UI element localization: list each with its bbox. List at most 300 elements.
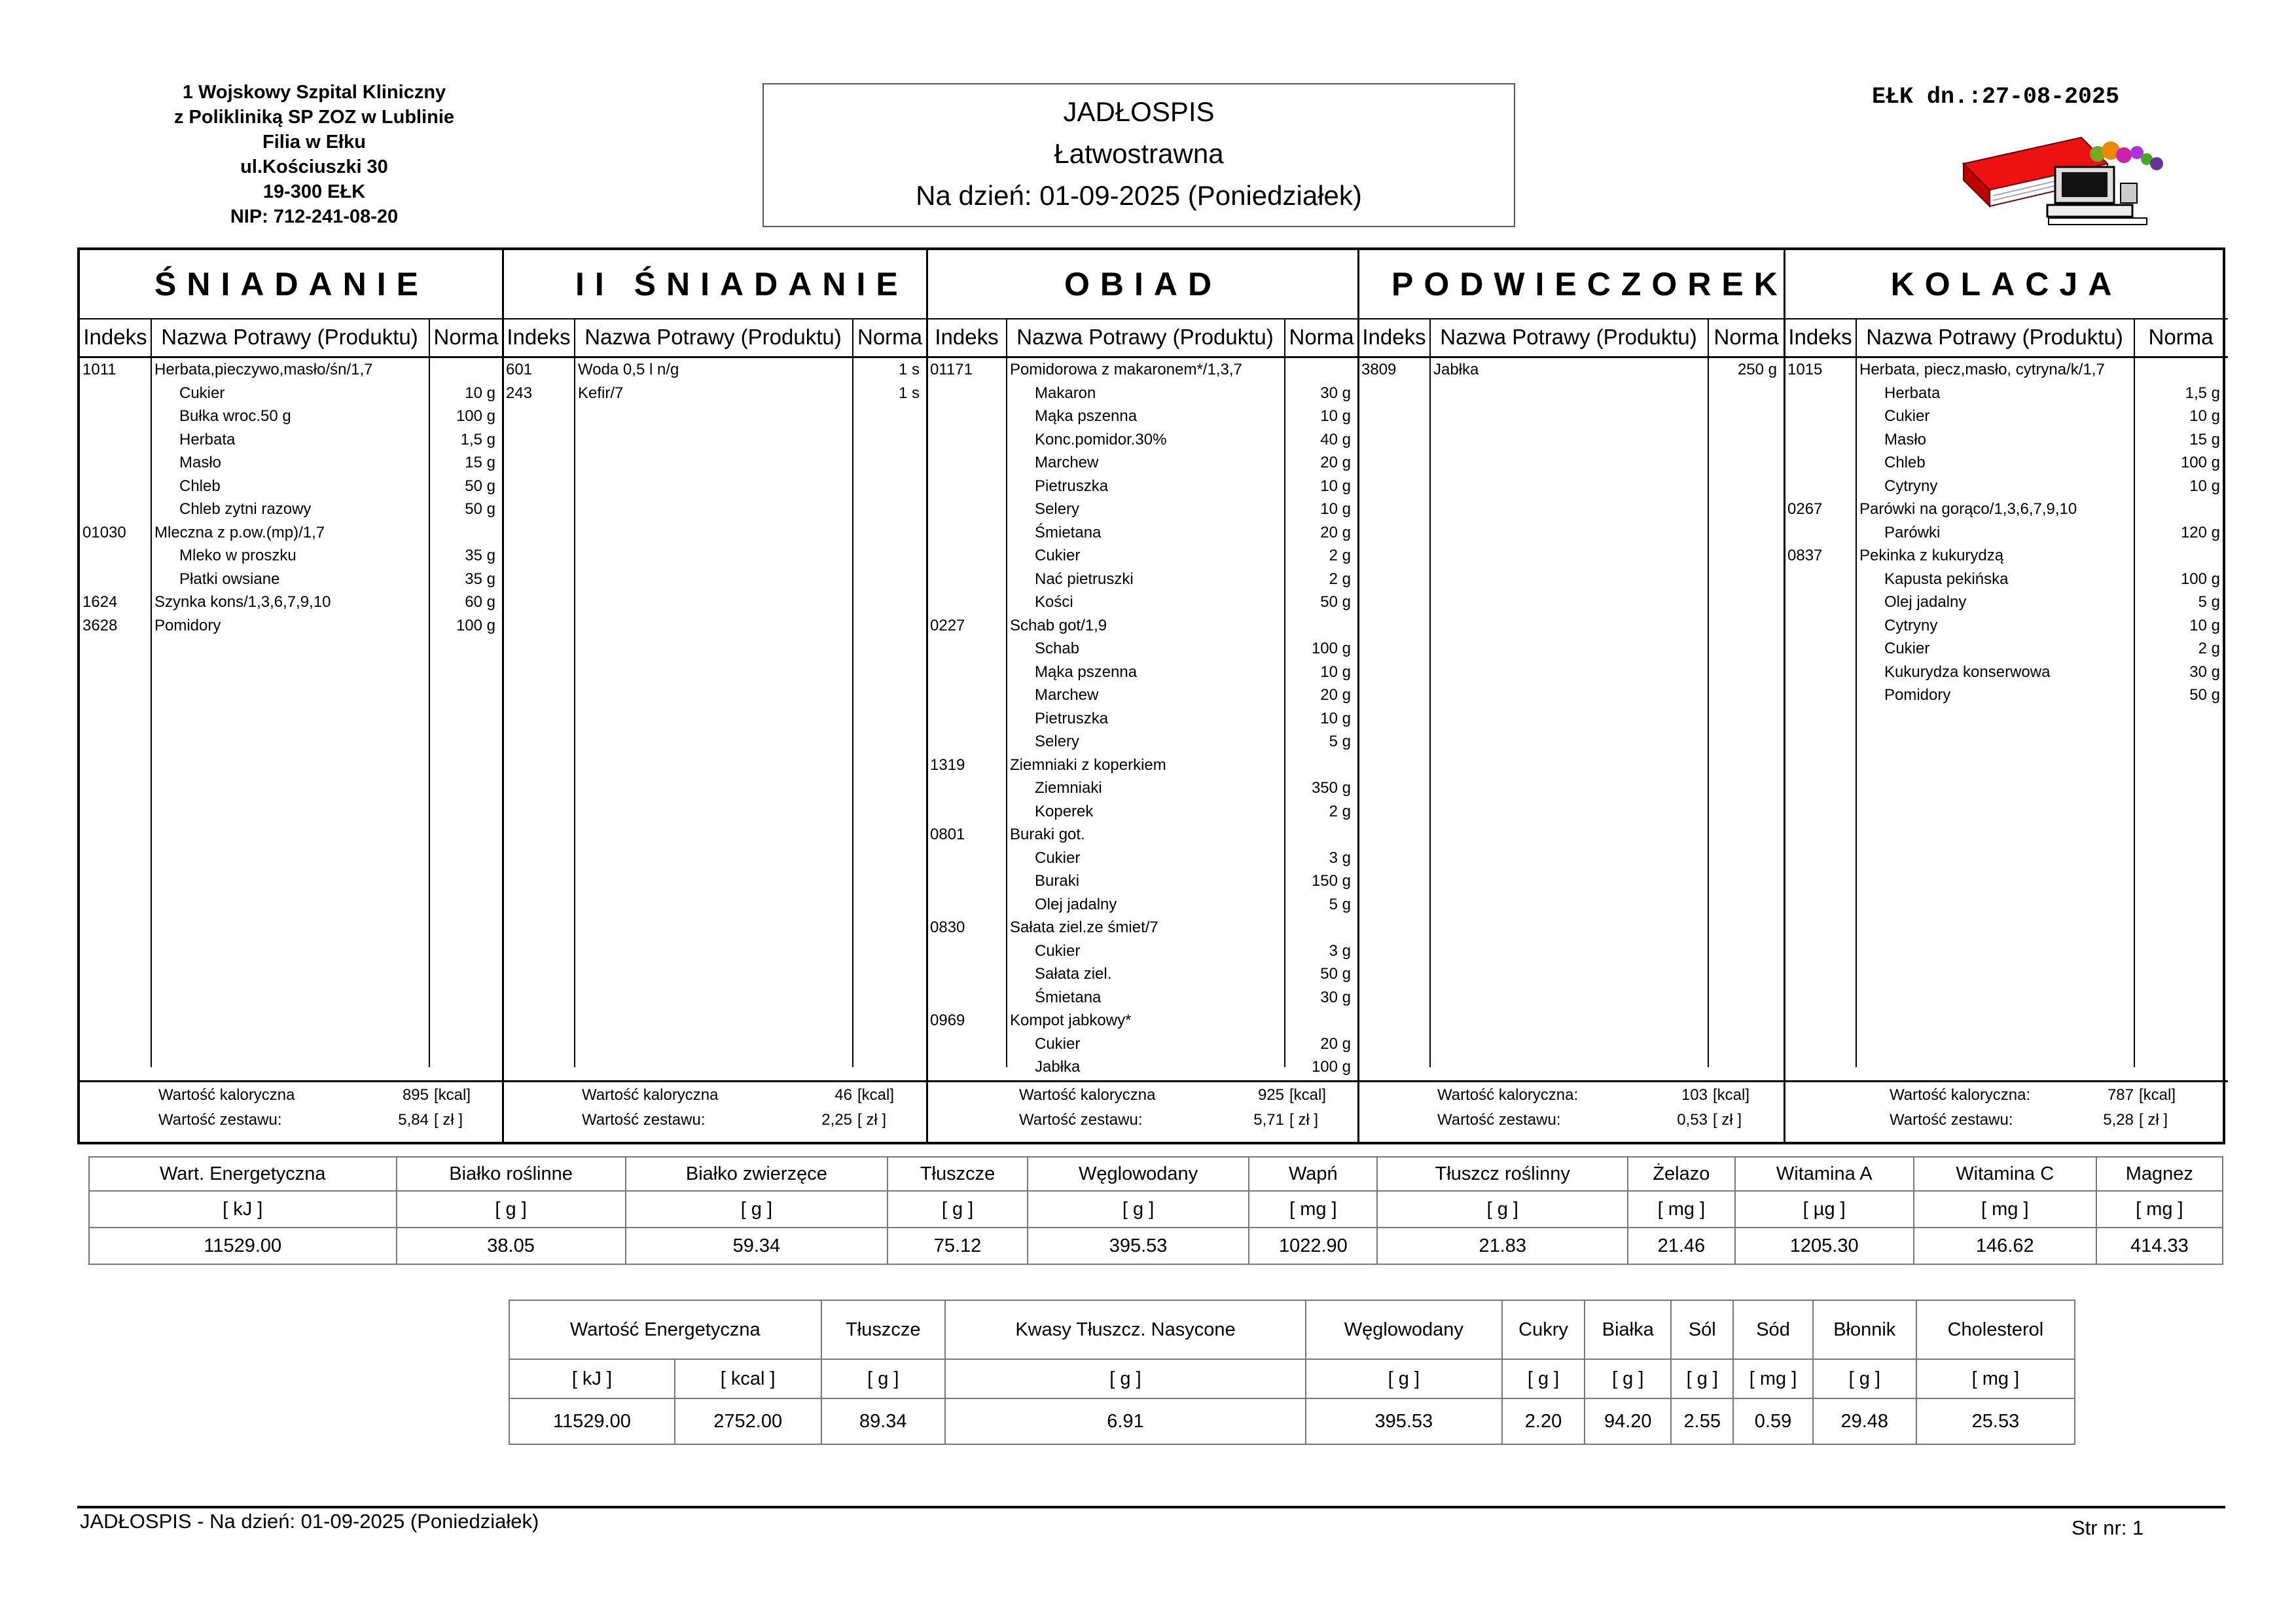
item-norm: 1,5 g [460,430,495,448]
item-name: Kapusta pekińska [1884,570,2009,588]
menu-row [927,405,1359,428]
summary-divider [80,1080,503,1082]
item-name: Pomidory [1884,686,1951,704]
item-name: Pomidory [154,616,221,634]
menu-row [927,916,1359,939]
column-subheader [1785,318,2228,358]
summary-unit: [kcal] [1713,1086,1750,1104]
item-name: Buraki got. [1010,826,1085,843]
item-norm: 100 g [2180,454,2220,471]
summary-unit: [kcal] [1289,1086,1327,1104]
nutrient-value: 89.34 [821,1398,946,1444]
hospital-line: NIP: 712-241-08-20 [230,206,399,227]
item-name: Herbata, piecz,masło, cytryna/k/1,7 [1859,361,2105,378]
item-norm: 35 g [465,547,495,564]
item-norm: 1,5 g [2185,384,2220,402]
nutrient-value: 395.53 [1028,1228,1249,1264]
menu-row [80,614,503,638]
item-norm: 2 g [1329,547,1351,564]
nutrient-value: 21.46 [1628,1228,1735,1264]
menu-row [80,451,503,475]
name-header: Nazwa Potrawy (Produktu) [584,325,842,349]
nutrient-unit: [ kcal ] [675,1359,821,1398]
item-name: Kukurydza konserwowa [1884,663,2051,681]
meal-title: OBIAD [927,250,1359,319]
item-norm: 20 g [1320,523,1351,541]
summary-label: Wartość zestawu: [1437,1111,1561,1129]
summary-divider [1359,1080,1785,1082]
item-index: 0837 [1787,547,1823,564]
item-norm: 20 g [1320,454,1351,471]
menu-row [80,498,503,521]
norm-header: Norma [857,325,923,349]
column-subheader [927,318,1359,358]
menu-row [927,684,1359,707]
item-name: Cukier [1035,941,1081,960]
nutrient-value: 0.59 [1733,1398,1812,1444]
item-name: Szynka kons/1,3,6,7,9,10 [154,593,331,611]
item-index: 601 [506,361,533,378]
hospital-address [118,80,511,229]
menu-row [927,544,1359,568]
cost-row [1785,1108,2228,1133]
nutrient-header: Tłuszcze [821,1300,946,1359]
summary-unit: [kcal] [2139,1086,2176,1104]
title-box [762,83,1515,227]
menu-row [80,382,503,405]
nutrient-unit: [ mg ] [1733,1359,1812,1398]
item-norm: 30 g [1320,988,1351,1006]
item-name: Selery [1035,733,1080,750]
nutrient-unit: [ kJ ] [509,1359,675,1398]
item-index: 01171 [930,361,973,378]
nutrient-unit: [ g ] [626,1191,888,1228]
summary-unit: [ zł ] [857,1111,887,1129]
menu-row [927,823,1359,847]
nutrient-value: 2.55 [1671,1398,1733,1444]
summary-divider [927,1080,1359,1082]
nutrient-unit: [ g ] [1377,1191,1628,1228]
nutrient-unit: [ kJ ] [89,1191,397,1228]
menu-row [927,754,1359,777]
item-norm: 10 g [1320,663,1351,681]
nutrient-header: Witamina A [1735,1157,1914,1191]
menu-date: Na dzień: 01-09-2025 (Poniedziałek) [916,180,1362,211]
cost-row [80,1108,503,1133]
item-name: Woda 0,5 l n/g [578,361,679,378]
item-index: 243 [506,384,533,402]
item-name: Chleb [1884,454,1926,471]
item-name: Pekinka z kukurydzą [1859,547,2004,564]
menu-row [927,521,1359,545]
name-header: Nazwa Potrawy (Produktu) [161,325,418,349]
summary-unit: [ zł ] [1713,1111,1742,1129]
menu-row [1785,428,2228,452]
item-norm: 1 s [898,384,920,402]
menu-row [927,893,1359,917]
item-index: 0801 [930,826,965,843]
item-norm: 150 g [1311,872,1351,890]
item-norm: 100 g [1311,640,1351,657]
item-norm: 40 g [1320,430,1351,448]
nutrient-unit: [ mg ] [2096,1191,2223,1228]
item-norm: 50 g [2189,686,2220,704]
hospital-line: ul.Kościuszki 30 [240,156,388,177]
nutrient-header: Błonnik [1813,1300,1916,1359]
item-name: Chleb [179,477,221,495]
nutrient-unit: [ g ] [888,1191,1028,1228]
item-name: Herbata [1884,384,1941,402]
nutrient-header: Magnez [2096,1157,2223,1191]
name-header: Nazwa Potrawy (Produktu) [1016,325,1274,349]
menu-row [927,475,1359,498]
item-name: Buraki [1035,872,1080,890]
grid-line [1429,318,1431,1067]
item-norm: 100 g [2180,570,2220,588]
meal-column-0 [80,250,503,1142]
nutrient-value: 2752.00 [675,1398,821,1444]
menu-row [927,591,1359,614]
diet-name: Łatwostrawna [1054,138,1224,169]
nutrient-value: 2.20 [1502,1398,1585,1444]
item-norm: 50 g [1320,965,1351,983]
nutrition-table-2 [509,1300,2075,1445]
nutrient-value: 29.48 [1813,1398,1916,1444]
summary-value: 5,84 [398,1111,429,1129]
summary-value: 925 [1257,1086,1284,1104]
index-header: Indeks [83,325,147,349]
summary-unit: [ zł ] [1289,1111,1319,1129]
item-norm: 10 g [1320,500,1351,518]
nutrient-value: 395.53 [1306,1398,1502,1444]
summary-value: 2,25 [821,1111,852,1129]
norm-header: Norma [2148,325,2214,349]
item-name: Nać pietruszki [1035,570,1134,588]
nutrient-header: Wart. Energetyczna [89,1157,397,1191]
item-norm: 10 g [2189,477,2220,495]
item-name: Cytryny [1884,616,1938,634]
nutrient-unit: [ mg ] [1249,1191,1377,1228]
item-name: Płatki owsiane [179,570,280,588]
nutrient-value: 6.91 [945,1398,1306,1444]
menu-row [1785,405,2228,428]
menu-row [1785,684,2228,707]
column-subheader [80,318,503,358]
item-norm: 50 g [465,500,495,518]
summary-label: Wartość zestawu: [1890,1111,2013,1129]
nutrient-header: Białka [1585,1300,1671,1359]
name-header: Nazwa Potrawy (Produktu) [1440,325,1697,349]
summary-value: 5,71 [1253,1111,1284,1129]
item-name: Olej jadalny [1035,895,1117,913]
index-header: Indeks [1788,325,1852,349]
nutrient-unit: [ g ] [1813,1359,1916,1398]
item-norm: 100 g [1311,1058,1351,1076]
menu-row [927,869,1359,893]
nutrient-header: Węglowodany [1028,1157,1249,1191]
summary-label: Wartość zestawu: [1019,1111,1143,1129]
menu-row [80,568,503,591]
nutrient-value: 25.53 [1916,1398,2075,1444]
menu-row [1785,358,2228,382]
menu-row [1785,544,2228,568]
item-name: Mleko w proszku [179,547,296,564]
item-name: Cukier [1035,547,1081,564]
calorie-row [503,1083,927,1108]
item-name: Olej jadalny [1884,593,1967,611]
item-name: Cukier [1884,640,1930,657]
nutrient-header: Białko zwierzęce [626,1157,888,1191]
item-norm: 120 g [2180,523,2220,541]
menu-row [927,1032,1359,1056]
item-norm: 2 g [1329,802,1351,820]
page-title: JADŁOSPIS [1063,96,1215,127]
name-header: Nazwa Potrawy (Produktu) [1866,325,2123,349]
item-norm: 15 g [465,454,495,471]
item-name: Bułka wroc.50 g [179,407,291,425]
summary-value: 46 [834,1086,852,1104]
item-name: Makaron [1035,384,1096,402]
meal-column-2 [927,250,1359,1142]
menu-row [927,962,1359,986]
nutrient-value: 146.62 [1914,1228,2096,1264]
menu-row [1785,382,2228,405]
item-index: 1011 [82,361,117,378]
calorie-row [1359,1083,1785,1108]
energy-header: Wartość Energetyczna [509,1300,821,1359]
item-name: Marchew [1035,686,1099,704]
item-name: Kompot jabkowy* [1010,1012,1132,1029]
menu-row [927,1055,1359,1079]
item-name: Jabłka [1433,361,1479,378]
item-norm: 10 g [1320,477,1351,495]
nutrient-header: Sód [1733,1300,1812,1359]
menu-row [927,1009,1359,1032]
hospital-line: Filia w Ełku [262,132,366,153]
item-name: Kości [1035,593,1073,611]
grid-line [852,318,853,1067]
calorie-row [927,1083,1359,1108]
item-name: Ziemniaki z koperkiem [1010,756,1166,774]
item-norm: 5 g [2198,593,2220,611]
item-name: Pomidorowa z makaronem*/1,3,7 [1010,361,1242,378]
summary-value: 0,53 [1677,1111,1708,1129]
item-name: Herbata [179,430,236,448]
nutrient-unit: [ mg ] [1914,1191,2096,1228]
item-name: Cukier [1035,848,1081,867]
nutrient-value: 11529.00 [509,1398,675,1444]
norm-header: Norma [433,325,499,349]
nutrient-unit: [ g ] [1585,1359,1671,1398]
calorie-row [80,1083,503,1108]
summary-label: Wartość kaloryczna: [1890,1086,2031,1104]
item-index: 01030 [82,523,126,541]
item-norm: 2 g [1329,570,1351,588]
menu-row [927,382,1359,405]
item-name: Cukier [179,384,225,402]
item-index: 0227 [930,616,965,634]
menu-row [1785,661,2228,684]
menu-row [80,405,503,428]
nutrient-header: Białko roślinne [397,1157,626,1191]
norm-header: Norma [1289,325,1354,349]
item-norm: 10 g [465,384,495,402]
item-index: 0267 [1787,500,1823,518]
item-name: Śmietana [1035,988,1102,1006]
item-norm: 15 g [2189,430,2220,448]
summary-value: 895 [402,1086,429,1104]
item-name: Mleczna z p.ow.(mp)/1,7 [154,523,325,541]
issue-date: EŁK dn.:27-08-2025 [1872,84,2120,110]
grid-line [574,318,575,1067]
nutrient-value: 11529.00 [89,1228,397,1264]
item-norm: 100 g [456,616,495,634]
nutrient-value: 414.33 [2096,1228,2223,1264]
item-name: Schab [1035,640,1080,657]
item-norm: 50 g [465,477,495,495]
footer-title: JADŁOSPIS - Na dzień: 01-09-2025 (Poniedziałek) [80,1510,539,1533]
nutrient-header: Cukry [1502,1300,1585,1359]
summary-label: Wartość kaloryczna [1019,1086,1156,1104]
item-name: Masło [179,454,222,471]
menu-row [927,707,1359,731]
summary-unit: [ zł ] [2139,1111,2168,1129]
meal-column-4 [1785,250,2228,1142]
summary-label: Wartość zestawu: [158,1111,282,1129]
summary-value: 787 [2107,1086,2134,1104]
hospital-line: z Polikliniką SP ZOZ w Lublinie [173,107,455,128]
index-header: Indeks [935,325,999,349]
hospital-line: 1 Wojskowy Szpital Kliniczny [182,82,446,103]
nutrient-header: Wapń [1249,1157,1377,1191]
book-computer-icon [1957,128,2179,229]
item-index: 1015 [1787,361,1823,378]
item-norm: 10 g [2189,616,2220,634]
summary-label: Wartość kaloryczna: [1437,1086,1579,1104]
menu-row [927,428,1359,452]
item-name: Mąka pszenna [1035,407,1138,425]
summary-divider [1785,1080,2228,1082]
menu-row [1785,475,2228,498]
item-norm: 250 g [1737,361,1777,378]
nutrient-value: 21.83 [1377,1228,1628,1264]
item-name: Śmietana [1035,523,1102,541]
nutrient-unit: [ g ] [1502,1359,1585,1398]
nutrient-unit: [ g ] [821,1359,946,1398]
menu-row [927,498,1359,521]
nutrient-header: Żelazo [1628,1157,1735,1191]
menu-row [80,428,503,452]
item-index: 1319 [930,756,965,774]
nutrient-unit: [ mg ] [1628,1191,1735,1228]
menu-row [927,358,1359,382]
summary-value: 103 [1681,1086,1708,1104]
item-norm: 3 g [1329,848,1351,867]
item-norm: 2 g [2198,640,2220,657]
menu-table [77,247,2225,1144]
footer-divider [77,1506,2225,1508]
menu-row [1785,521,2228,545]
nutrient-header: Sól [1671,1300,1733,1359]
item-norm: 3 g [1329,941,1351,960]
item-name: Marchew [1035,454,1099,471]
menu-row [927,568,1359,591]
nutrition-table-1 [88,1156,2223,1265]
item-name: Pietruszka [1035,477,1109,495]
item-index: 3809 [1361,361,1397,378]
item-norm: 10 g [1320,407,1351,425]
menu-row [927,986,1359,1010]
item-name: Ziemniaki [1035,779,1102,797]
grid-line [1708,318,1709,1067]
item-name: Schab got/1,9 [1010,616,1107,634]
item-norm: 35 g [465,570,495,588]
nutrient-unit: [ g ] [397,1191,626,1228]
item-norm: 5 g [1329,733,1351,750]
menu-row [80,358,503,382]
item-norm: 60 g [465,593,495,611]
menu-row [1359,358,1785,382]
menu-row [927,661,1359,684]
item-name: Sałata ziel.ze śmiet/7 [1010,919,1158,936]
item-norm: 30 g [2189,663,2220,681]
meal-title: KOLACJA [1785,250,2228,319]
item-name: Cukier [1035,1034,1081,1053]
summary-unit: [ zł ] [434,1111,463,1129]
menu-row [927,800,1359,824]
nutrient-header: Cholesterol [1916,1300,2075,1359]
menu-row [927,637,1359,661]
summary-label: Wartość kaloryczna [158,1086,295,1104]
menu-row [1785,591,2228,614]
item-index: 0830 [930,919,965,936]
cost-row [927,1108,1359,1133]
nutrient-unit: [ g ] [1306,1359,1502,1398]
nutrient-unit: [ g ] [1671,1359,1733,1398]
hospital-line: 19-300 EŁK [262,181,366,202]
column-subheader [1359,318,1785,358]
nutrient-value: 75.12 [888,1228,1028,1264]
nutrient-value: 94.20 [1585,1398,1671,1444]
nutrient-value: 59.34 [626,1228,888,1264]
item-name: Herbata,pieczywo,masło/śn/1,7 [154,361,373,378]
item-name: Chleb zytni razowy [179,500,312,518]
meal-title: ŚNIADANIE [80,250,503,319]
menu-row [927,614,1359,638]
nutrient-value: 38.05 [397,1228,626,1264]
item-name: Konc.pomidor.30% [1035,430,1167,448]
nutrient-value: 1205.30 [1735,1228,1914,1264]
nutrient-header: Tłuszcze [888,1157,1028,1191]
menu-row [927,939,1359,963]
calorie-row [1785,1083,2228,1108]
menu-row [80,475,503,498]
norm-header: Norma [1713,325,1779,349]
summary-divider [503,1080,927,1082]
item-index: 0969 [930,1012,965,1029]
item-name: Sałata ziel. [1035,965,1112,983]
item-name: Cytryny [1884,477,1938,495]
cost-row [1359,1108,1785,1133]
menu-row [80,544,503,568]
menu-row [503,382,927,405]
cost-row [503,1108,927,1133]
meal-column-3 [1359,250,1788,1142]
summary-unit: [kcal] [857,1086,895,1104]
nutrient-header: Węglowodany [1306,1300,1502,1359]
nutrient-unit: [ g ] [945,1359,1306,1398]
item-name: Parówki na gorąco/1,3,6,7,9,10 [1859,500,2077,518]
